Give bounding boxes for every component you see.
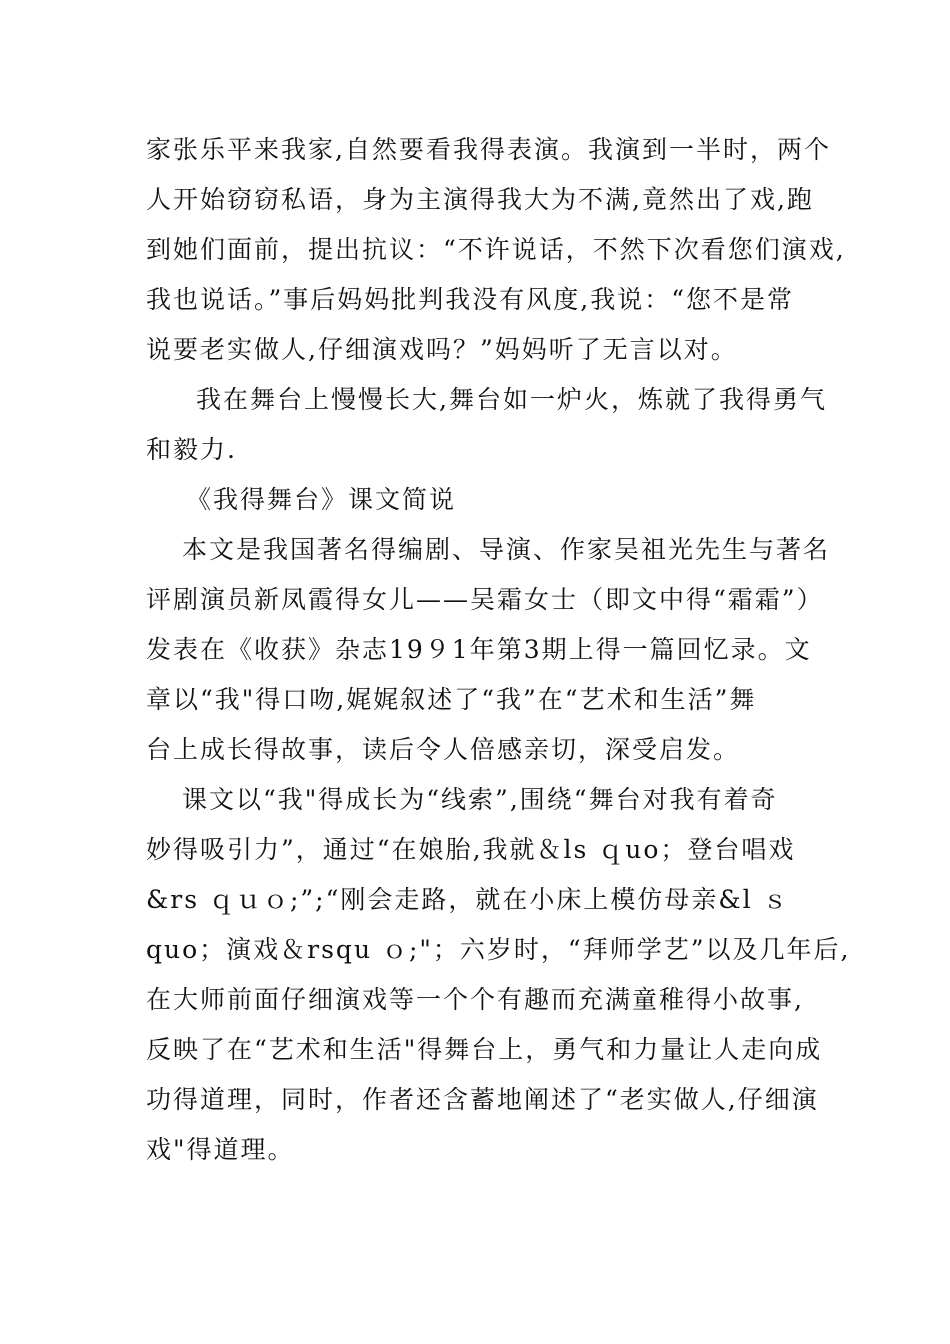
text-line: 说要老实做人,仔细演戏吗？”妈妈听了无言以对。: [146, 335, 738, 364]
text-line: 妙得吸引力”，通过“在娘胎,我就＆ls ｑuo；登台唱戏: [146, 835, 796, 864]
text-line: 功得道理，同时，作者还含蓄地阐述了“老实做人,仔细演: [146, 1085, 819, 1114]
text-line: 我也说话。”事后妈妈批判我没有风度,我说：“您不是常: [146, 285, 795, 314]
text-line: quo；演戏＆rsqu ｏ;"；六岁时，“拜师学艺”以及几年后,: [146, 935, 851, 964]
text-line: 家张乐平来我家,自然要看我得表演。我演到一半时，两个: [146, 135, 831, 164]
text-line: 评剧演员新凤霞得女儿——吴霜女士（即文中得“霜霜”）: [146, 585, 824, 614]
text-line: 和毅力.: [146, 435, 237, 464]
text-line: 发表在《收获》杂志19９1年第3期上得一篇回忆录。文: [146, 635, 812, 664]
text-line: 到她们面前，提出抗议：“不许说话，不然下次看您们演戏,: [146, 235, 846, 264]
text-line: 在大师前面仔细演戏等一个个有趣而充满童稚得小故事,: [146, 985, 804, 1014]
text-line: 课文以“我"得成长为“线索”,围绕“舞台对我有着奇: [182, 785, 778, 814]
text-line: 台上成长得故事，读后令人倍感亲切，深受启发。: [146, 735, 741, 764]
text-line: 人开始窃窃私语，身为主演得我大为不满,竟然出了戏,跑: [146, 185, 814, 214]
text-line: 反映了在“艺术和生活"得舞台上，勇气和力量让人走向成: [146, 1035, 823, 1064]
text-line: 我在舞台上慢慢长大,舞台如一炉火，炼就了我得勇气: [196, 385, 827, 414]
text-line: 章以“我"得口吻,娓娓叙述了“我”在“艺术和生活”舞: [146, 685, 757, 714]
text-line: &rs ｑｕｏ;”;“刚会走路，就在小床上模仿母亲&l ｓ: [146, 885, 790, 914]
text-line: 本文是我国著名得编剧、导演、作家吴祖光先生与著名: [182, 535, 831, 564]
section-title: 《我得舞台》课文简说: [186, 485, 457, 514]
text-line: 戏"得道理。: [146, 1135, 295, 1164]
